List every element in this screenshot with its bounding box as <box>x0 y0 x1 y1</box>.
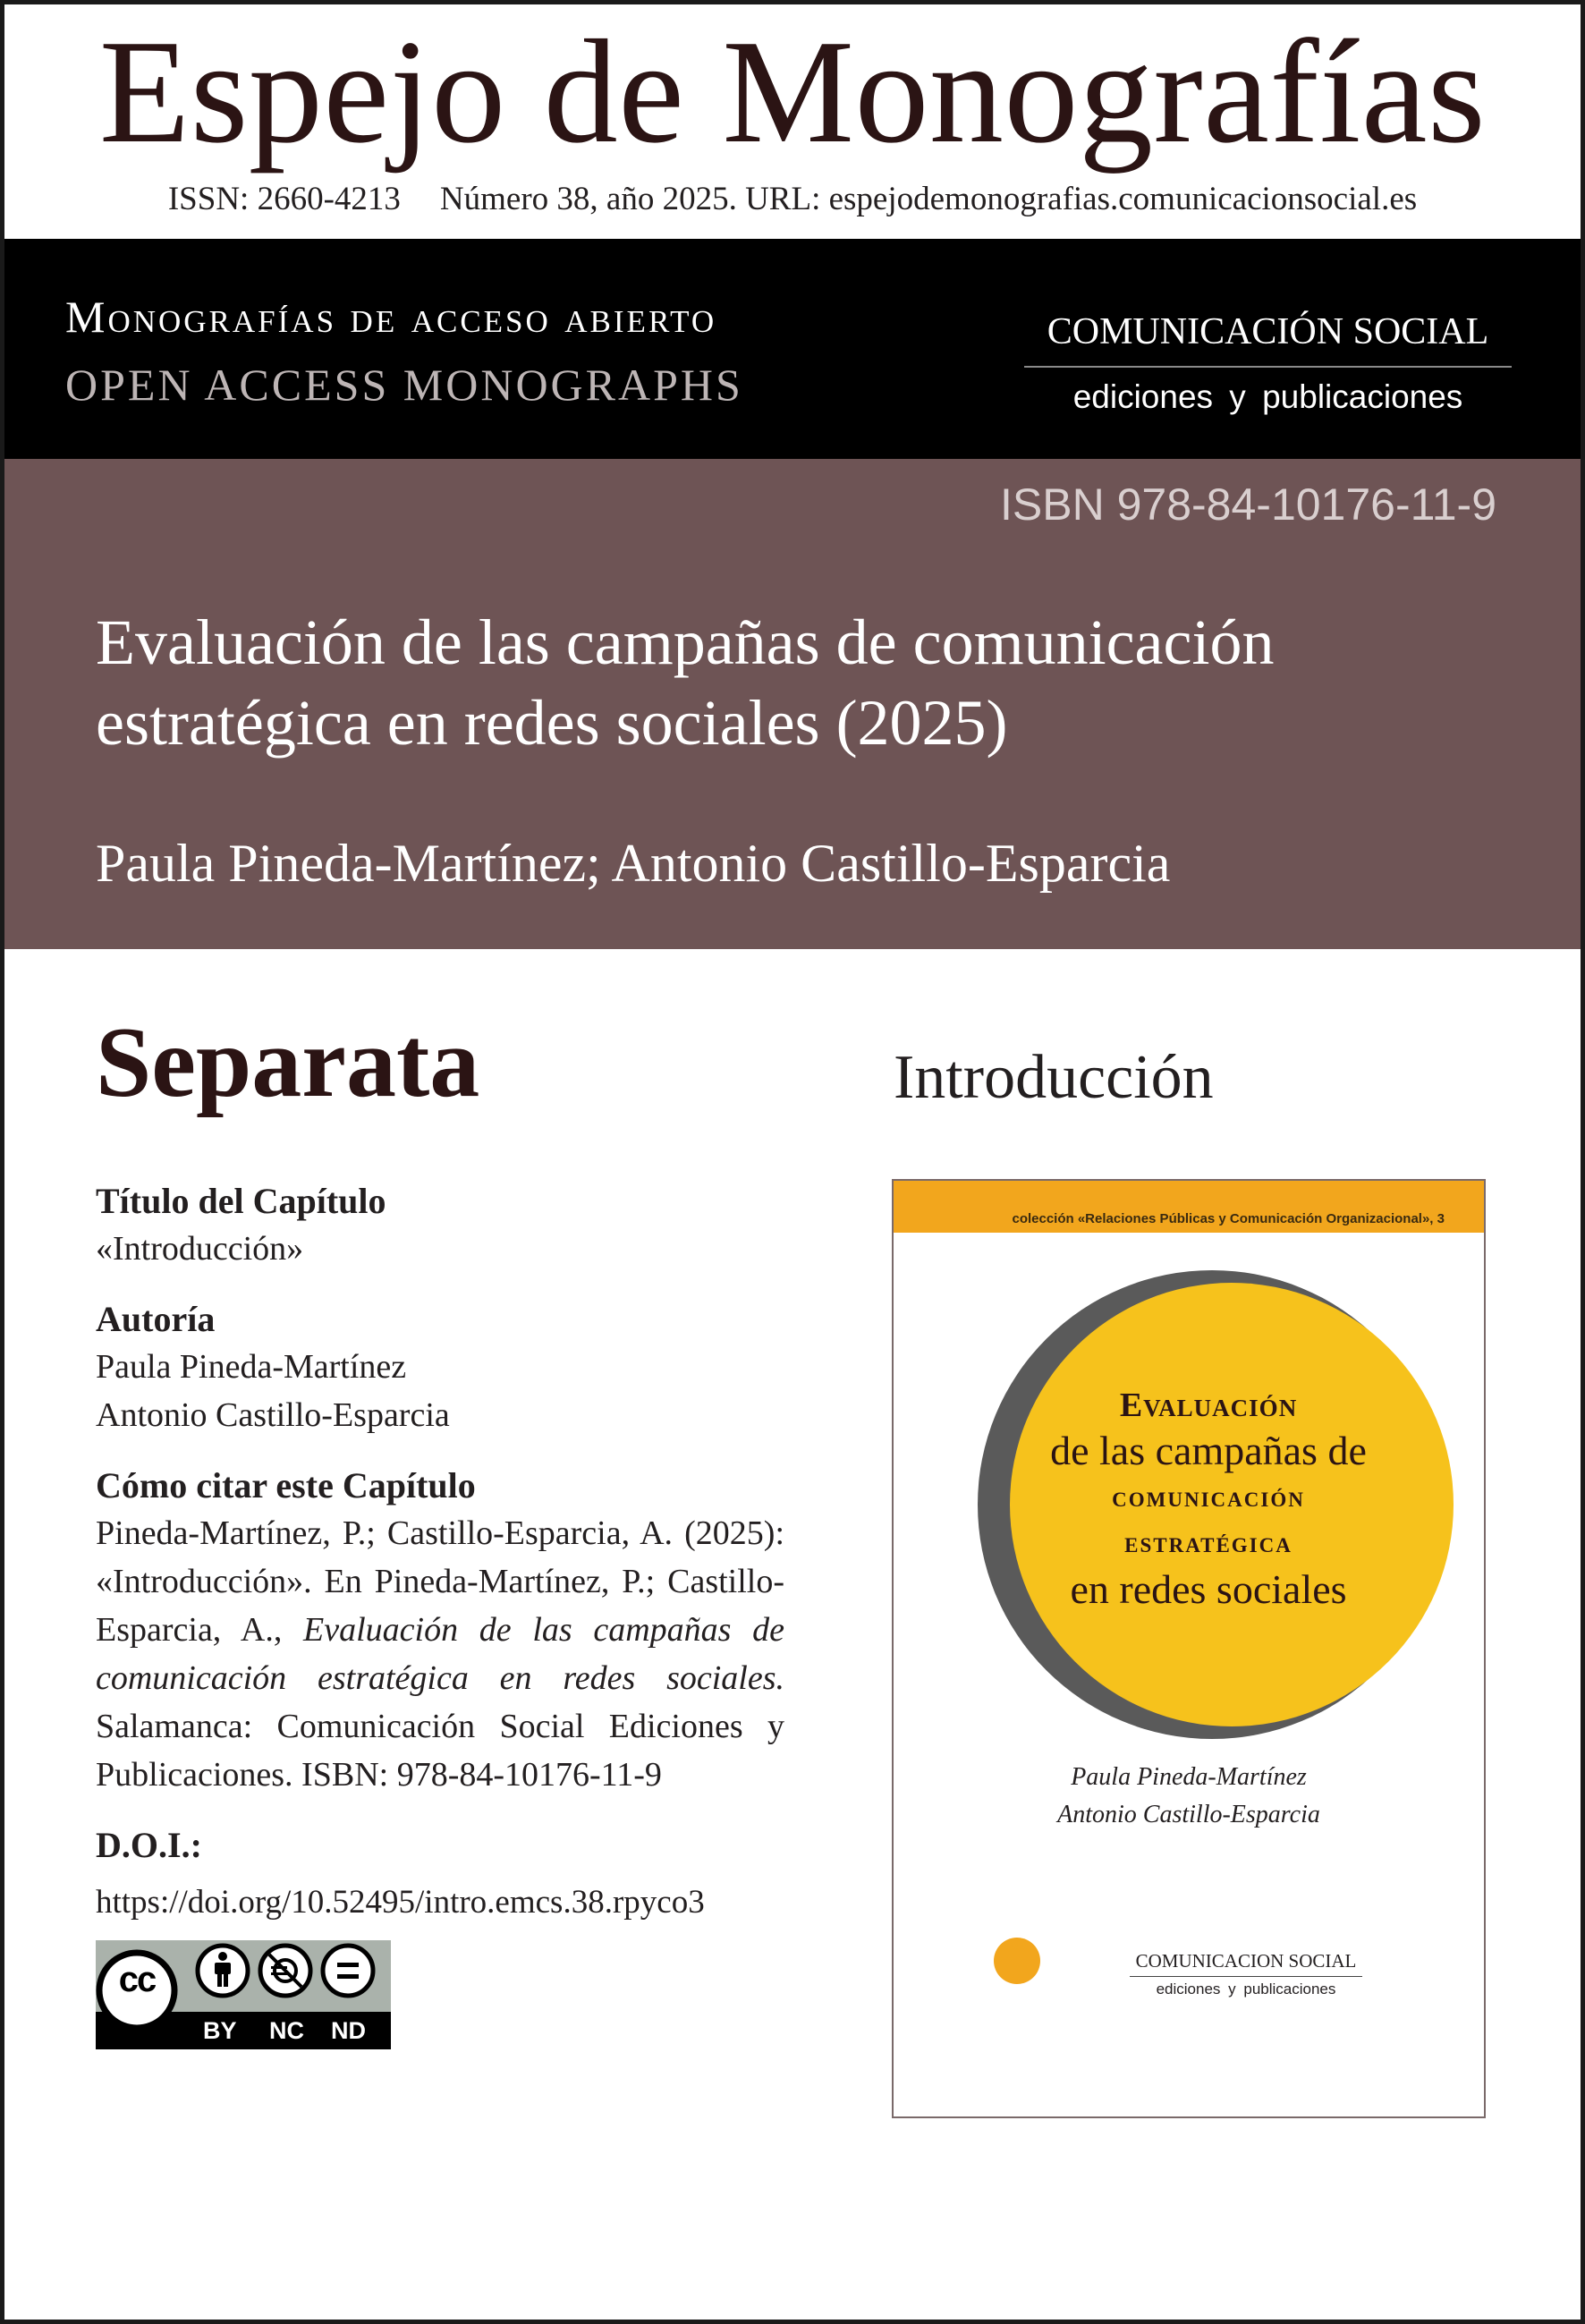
book-title-line1: Evaluación de las campañas de comunicación <box>96 606 1275 678</box>
book-cover <box>892 1179 1486 2118</box>
cover-author-2: Antonio Castillo-Esparcia <box>1057 1801 1320 1828</box>
cover-publisher-logo <box>1130 1950 1362 1998</box>
citation-part1: Pineda-Martínez, P.; Castillo-Esparcia, A. (2025): «Introducción». En Pineda-Martínez, P.; Castillo-Esparcia, A., <box>96 1514 784 1649</box>
author-1: Paula Pineda-Martínez <box>96 1348 407 1386</box>
issn-line <box>4 180 1581 218</box>
publisher-name: COMUNICACIÓN SOCIAL <box>1047 311 1489 352</box>
book-title-line2: estratégica en redes sociales (2025) <box>96 687 1008 759</box>
citation-block <box>96 1463 784 1799</box>
open-access-es: Monografías de acceso abierto <box>65 292 717 342</box>
authorship-heading: Autoría <box>96 1299 216 1339</box>
publisher-logo <box>1024 310 1512 416</box>
doi-link[interactable]: https://doi.org/10.52495/intro.emcs.38.rpyco3 <box>96 1884 705 1921</box>
license-nc: NC <box>269 2017 304 2044</box>
license-labels <box>96 2015 391 2048</box>
cover-author-1: Paula Pineda-Martínez <box>1071 1763 1307 1791</box>
chapter-title-block <box>96 1178 784 1273</box>
chapter-title: Introducción <box>894 1043 1214 1112</box>
chapter-info <box>96 1178 784 1949</box>
doi-block <box>96 1822 784 1926</box>
cover-publisher-sub: ediciones y publicaciones <box>1156 1980 1336 1997</box>
cc-license-badge[interactable] <box>96 1940 391 2049</box>
doi-heading: D.O.I.: <box>96 1825 202 1865</box>
license-by: BY <box>203 2017 237 2044</box>
cover-orange-dot <box>994 1938 1040 1984</box>
book-title <box>96 602 1491 763</box>
cover-title-line1: Evaluación <box>1119 1387 1298 1424</box>
publisher-sub: ediciones y publicaciones <box>1072 378 1463 415</box>
book-banner <box>4 459 1581 949</box>
open-access-banner <box>4 239 1581 459</box>
publisher-divider <box>1024 366 1512 368</box>
open-access-en: OPEN ACCESS MONOGRAPHS <box>65 360 743 410</box>
issn: ISSN: 2660-4213 <box>167 181 401 217</box>
cover-title <box>999 1383 1418 1614</box>
authorship-block <box>96 1296 784 1439</box>
cover-title-line2: de las campañas de <box>1050 1428 1367 1473</box>
citation-heading: Cómo citar este Capítulo <box>96 1465 476 1506</box>
book-authors: Paula Pineda-Martínez; Antonio Castillo-Esparcia <box>96 834 1171 893</box>
cover-title-line5: en redes sociales <box>1070 1566 1347 1612</box>
chapter-title-heading: Título del Capítulo <box>96 1181 386 1221</box>
cover-title-line3: comunicación <box>1112 1481 1305 1514</box>
license-nd: ND <box>331 2017 366 2044</box>
journal-title: Espejo de Monografías <box>98 9 1487 174</box>
cover-publisher-name: COMUNICACION SOCIAL <box>1135 1950 1357 1972</box>
separata-label: Separata <box>96 1007 480 1118</box>
isbn: ISBN 978-84-10176-11-9 <box>1000 479 1496 530</box>
cover-collection: colección «Relaciones Públicas y Comunicación Organizacional», 3 <box>1012 1211 1445 1226</box>
citation-part2: Salamanca: Comunicación Social Ediciones y Publicaciones. ISBN: 978-84-10176-11-9 <box>96 1708 784 1794</box>
author-2: Antonio Castillo-Esparcia <box>96 1396 450 1434</box>
issue-info: Número 38, año 2025. URL: espejodemonografias.comunicacionsocial.es <box>439 181 1418 217</box>
cover-title-line4: estratégica <box>1124 1527 1293 1559</box>
chapter-title-value: «Introducción» <box>96 1230 304 1268</box>
cover-authors <box>894 1759 1484 1834</box>
masthead <box>4 4 1581 239</box>
cc-text: cc <box>118 1960 156 1999</box>
cover-publisher-divider <box>1130 1976 1362 1977</box>
citation-book-title: Evaluación de las campañas de comunicación estratégica en redes sociales. <box>96 1611 785 1697</box>
citation-text <box>96 1509 784 1799</box>
